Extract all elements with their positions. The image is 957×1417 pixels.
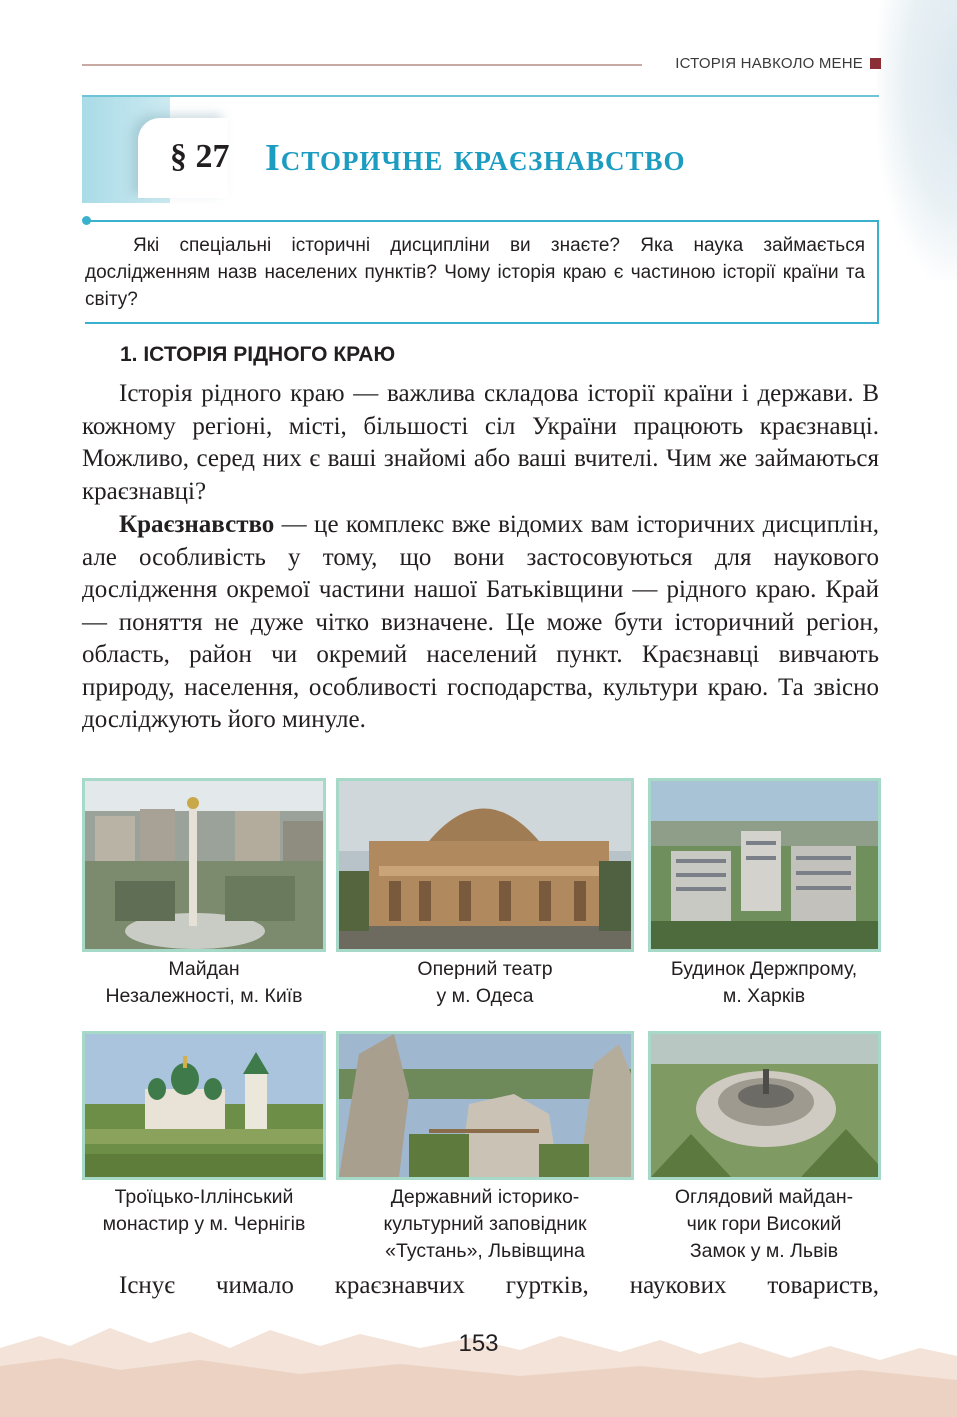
caption-6 [640,1184,888,1265]
vysokyi-zamok-image [651,1034,878,1177]
caption-3-line-1: Будинок Держпрому, [670,958,858,980]
section-number: § 27 [170,138,230,175]
photo-maidan-kyiv [82,778,326,952]
subheading: 1. ІСТОРІЯ РІДНОГО КРАЮ [120,343,396,366]
tustan-image [339,1034,631,1177]
term-kraieznavstvo: Краєзнавство [119,511,275,538]
caption-2-line-1: Оперний театр [417,958,553,980]
caption-6-line-3: Замок у м. Львів [689,1240,839,1262]
title-rule [82,95,879,97]
corner-cloud-decoration [877,0,957,280]
monastery-image [85,1034,323,1177]
caption-3 [640,956,888,1010]
caption-4-line-1: Троїцько-Іллінський [114,1186,294,1208]
paragraph-3-start: Існує чимало краєзнавчих гуртків, наукових товариств, [119,1272,879,1299]
caption-1 [82,956,326,1010]
caption-3-line-2: м. Харків [722,985,806,1007]
paragraph-1: Історія рідного краю — важлива складова історії країни і держави. В кожному регіоні, місті, більшості сіл України працюють краєзнавці. Можливо, серед них є ваші знайомі або ваші вчителі. Чим же займаються краєзнавці? [82,380,879,505]
caption-6-line-1: Оглядовий майдан- [674,1186,854,1208]
question-text: Які спеціальні історичні дисципліни ви знаєте? Яка наука займається дослідженням назв населених пунктів? Чому історія краю є частиною історії країни та світу? [85,235,865,310]
caption-2-line-2: у м. Одеса [436,985,534,1007]
maidan-image [85,781,323,949]
caption-2 [336,956,634,1010]
section-title: Історичне краєзнавство [265,137,686,179]
paragraph-2 [82,509,879,737]
caption-5 [336,1184,634,1265]
header-rule [82,64,642,66]
photo-tustan [336,1031,634,1180]
caption-1-line-1: Майдан [168,958,240,980]
caption-5-line-1: Державний історико- [390,1186,580,1208]
photo-derzhprom-kharkiv [648,778,881,952]
photo-vysokyi-zamok-lviv [648,1031,881,1180]
caption-5-line-3: «Тустань», Львівщина [385,1240,585,1262]
photo-opera-odesa [336,778,634,952]
running-head-marker [870,58,881,69]
caption-4-line-2: монастир у м. Чернігів [102,1213,306,1235]
page-number: 153 [458,1330,499,1357]
caption-5-line-2: культурний заповідник [383,1213,587,1235]
question-box [85,220,879,324]
paragraph-2-text: — це комплекс вже відомих вам історичних дисциплін, але особливість у тому, що вони застосовуються для наукового дослідження окремої частини нашої Батьківщини — рідного краю. Край — поняття не дуже чітко визначене. Це може бути історичний регіон, область, район чи окремий населений пункт. Краєзнавці вивчають природу, населення, особливості господарства, культури краю. Та звісно досліджують його минуле. [82,511,879,733]
caption-6-line-2: чик гори Високий [686,1213,842,1235]
caption-4 [82,1184,326,1238]
opera-image [339,781,631,949]
derzhprom-image [651,781,878,949]
running-head: ІСТОРІЯ НАВКОЛО МЕНЕ [675,55,863,72]
photo-monastery-chernihiv [82,1031,326,1180]
caption-1-line-2: Незалежності, м. Київ [105,985,303,1007]
